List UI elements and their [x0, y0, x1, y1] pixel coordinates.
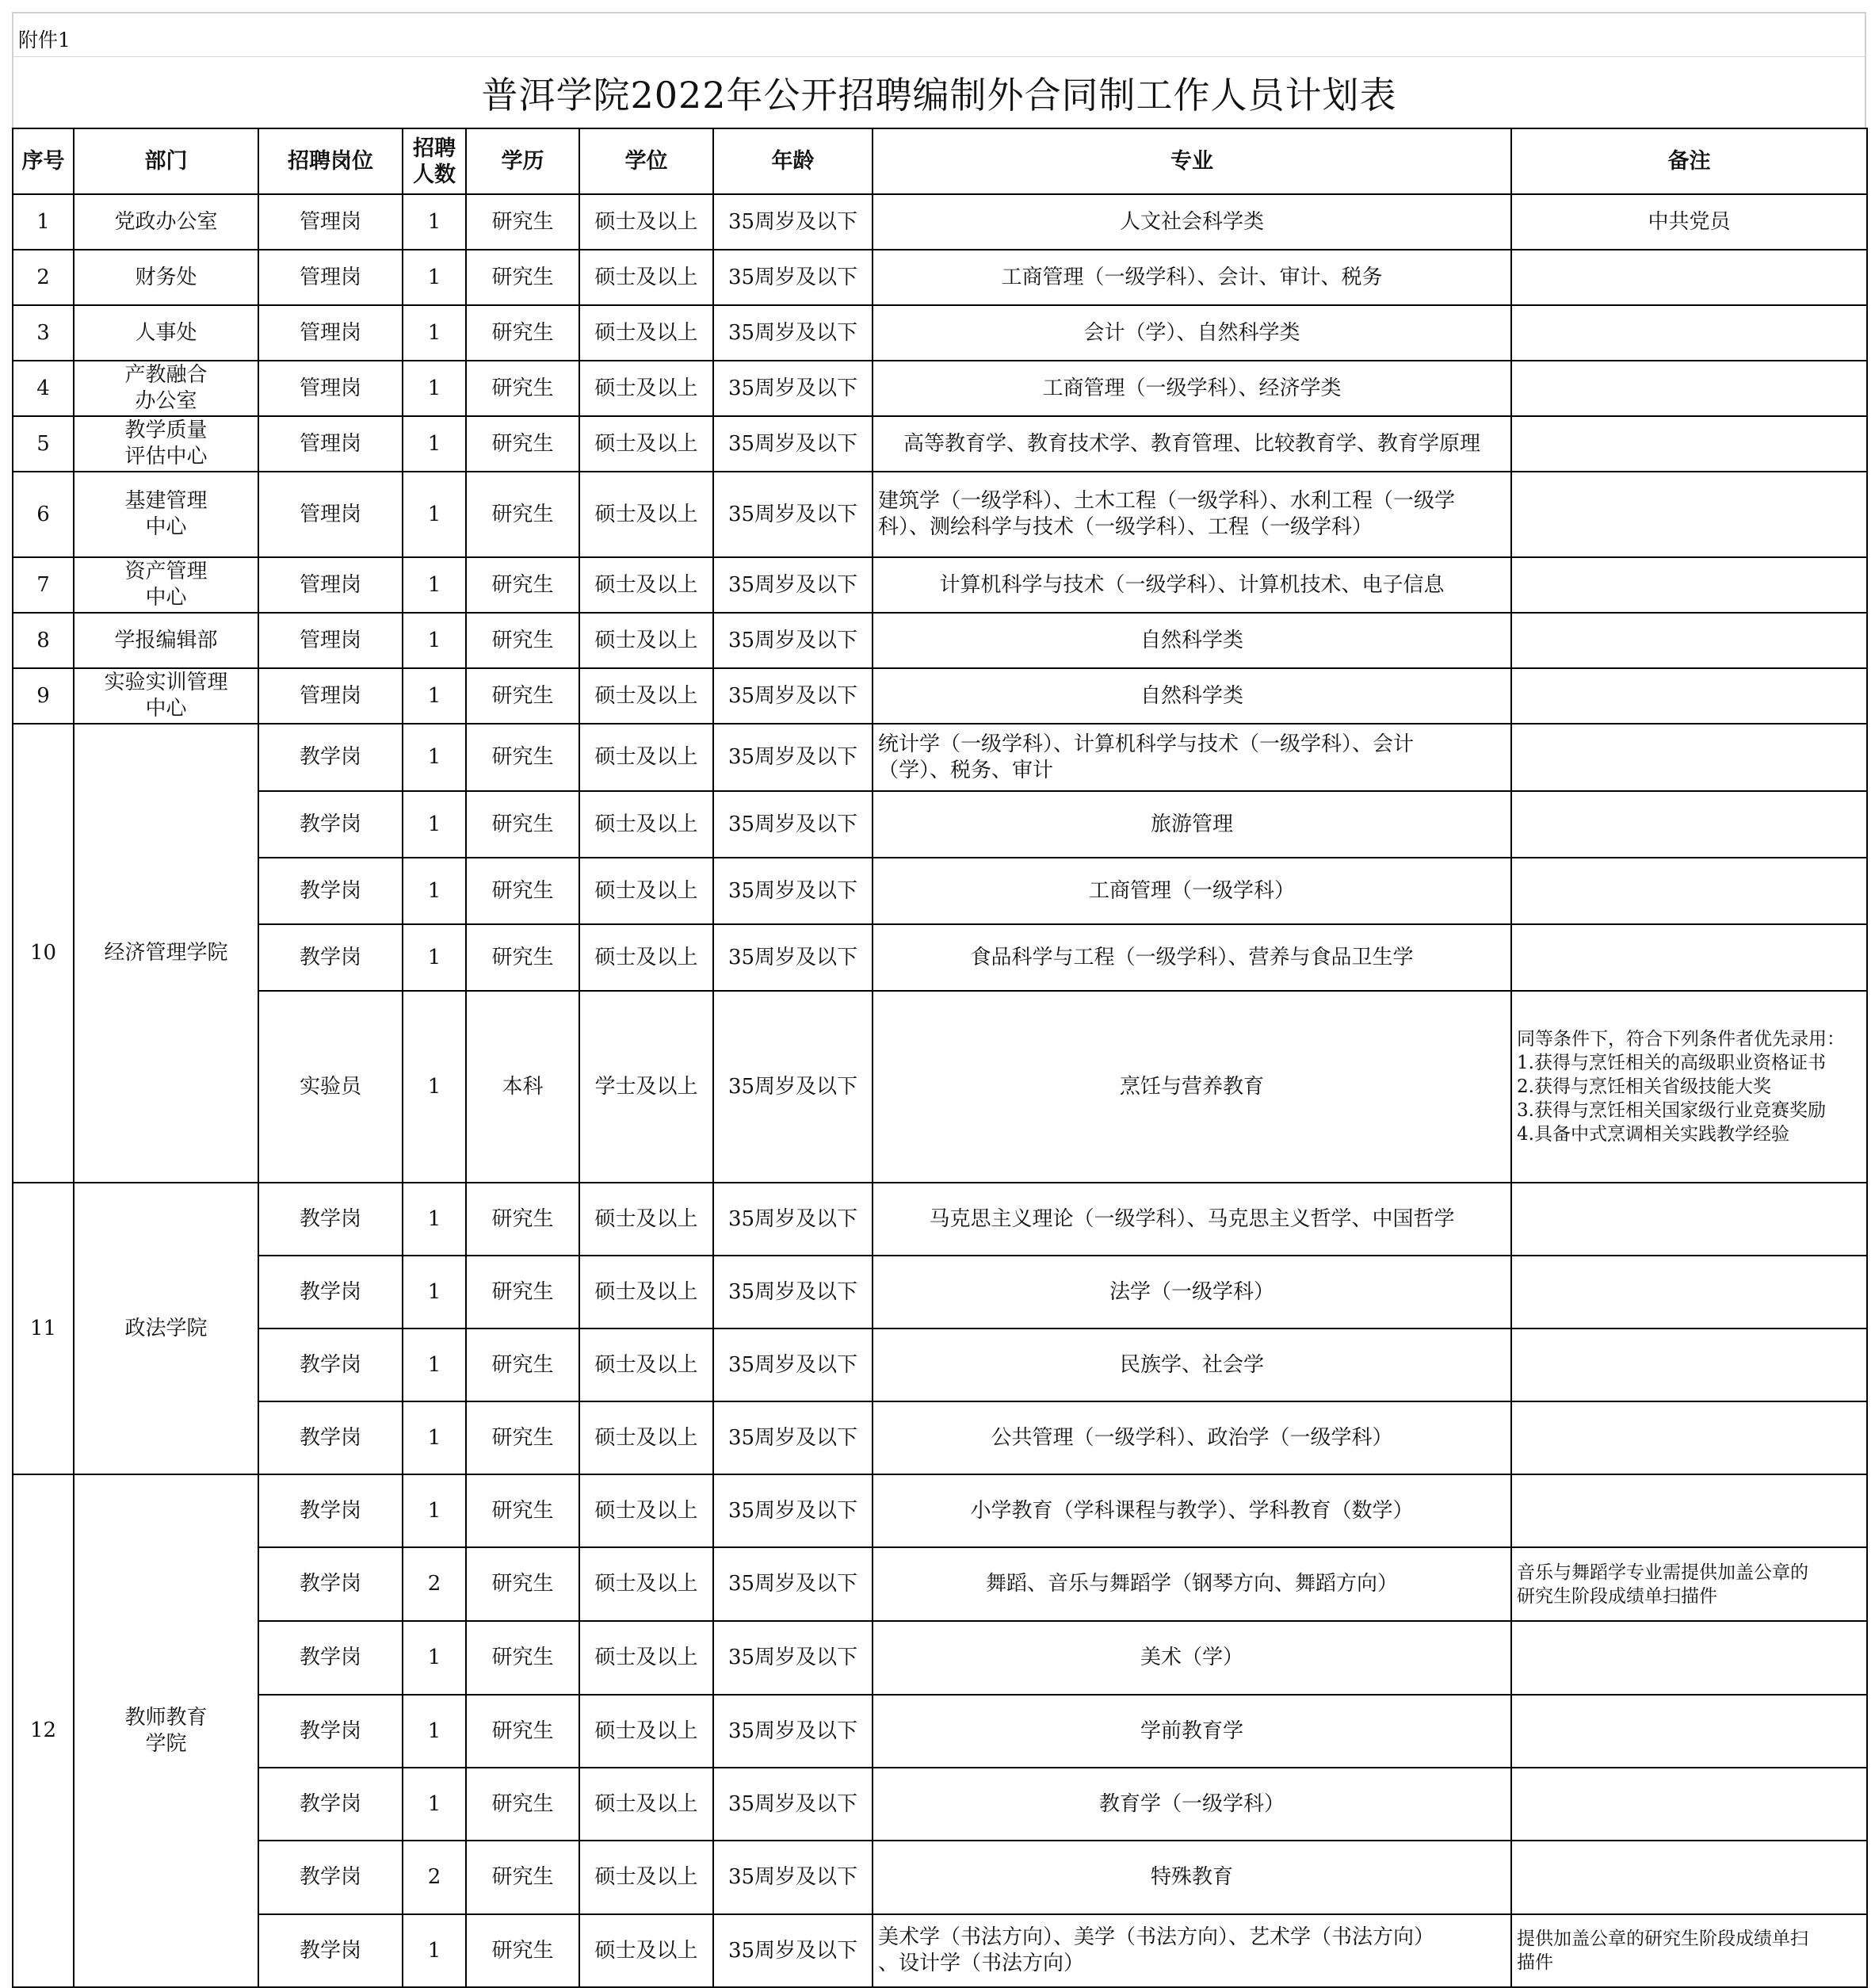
- post-cell: 管理岗: [258, 668, 403, 724]
- major-cell: [873, 305, 1511, 361]
- dept-cell-line1: 学报编辑部: [114, 628, 218, 652]
- count-cell: 1: [403, 416, 466, 472]
- count-cell: 2: [403, 1841, 466, 1914]
- degree-cell: 硕士及以上: [579, 1183, 713, 1256]
- remark-line: 4.具备中式烹调相关实践教学经验: [1517, 1124, 1789, 1145]
- major-cell: [873, 1621, 1511, 1695]
- age-cell: 35周岁及以下: [713, 305, 873, 361]
- dept-cell: [74, 416, 258, 472]
- major-cell-line1: 建筑学（一级学科）、土木工程（一级学科）、水利工程（一级学: [878, 489, 1456, 513]
- post-cell: 管理岗: [258, 472, 403, 557]
- major-cell-line1: 舞蹈、音乐与舞蹈学（钢琴方向、舞蹈方向）: [985, 1572, 1398, 1596]
- table-row: [13, 1474, 1867, 1547]
- major-cell: [873, 1841, 1511, 1914]
- major-cell-line1: 学前教育学: [1140, 1718, 1243, 1743]
- age-cell: 35周岁及以下: [713, 472, 873, 557]
- age-cell: 35周岁及以下: [713, 924, 873, 991]
- header-edu: 学历: [466, 128, 579, 194]
- table-row: [13, 791, 1867, 858]
- seq-cell: 11: [13, 1183, 74, 1474]
- remark-cell: [1511, 1621, 1867, 1695]
- post-cell: 教学岗: [258, 1329, 403, 1401]
- header-post: 招聘岗位: [258, 128, 403, 194]
- major-cell-line2: 、设计学（书法方向）: [878, 1952, 1085, 1975]
- edu-cell: 研究生: [466, 305, 579, 361]
- edu-cell: 研究生: [466, 416, 579, 472]
- edu-cell: 研究生: [466, 791, 579, 858]
- major-cell: [873, 1401, 1511, 1474]
- count-cell: 1: [403, 557, 466, 613]
- dept-cell-line1: 经济管理学院: [104, 941, 228, 965]
- edu-cell: 研究生: [466, 472, 579, 557]
- dept-cell: [74, 361, 258, 416]
- header-seq: 序号: [13, 128, 74, 194]
- edu-cell: 研究生: [466, 1695, 579, 1768]
- age-cell: 35周岁及以下: [713, 1401, 873, 1474]
- table-row: [13, 1183, 1867, 1256]
- major-cell: [873, 1329, 1511, 1401]
- dept-cell-line2: 中心: [145, 697, 187, 721]
- count-cell: 1: [403, 194, 466, 250]
- remark-cell: [1511, 1914, 1867, 1987]
- major-cell: [873, 250, 1511, 305]
- age-cell: 35周岁及以下: [713, 668, 873, 724]
- degree-cell: 硕士及以上: [579, 858, 713, 924]
- post-cell: 教学岗: [258, 724, 403, 791]
- count-cell: 1: [403, 1695, 466, 1768]
- degree-cell: 硕士及以上: [579, 250, 713, 305]
- count-cell: 1: [403, 1256, 466, 1329]
- remark-cell: [1511, 1183, 1867, 1256]
- title-row: [12, 56, 1866, 128]
- dept-cell-line1: 党政办公室: [114, 209, 218, 234]
- degree-cell: 硕士及以上: [579, 613, 713, 668]
- remark-cell: [1511, 613, 1867, 668]
- page-title: 普洱学院2022年公开招聘编制外合同制工作人员计划表: [481, 73, 1397, 117]
- count-cell: 1: [403, 472, 466, 557]
- seq-cell: 5: [13, 416, 74, 472]
- degree-cell: 硕士及以上: [579, 1474, 713, 1547]
- dept-cell-line2: 中心: [145, 515, 187, 539]
- post-cell: 教学岗: [258, 1768, 403, 1841]
- remark-line: 3.获得与烹饪相关国家级行业竞赛奖励: [1517, 1100, 1826, 1121]
- post-cell: 教学岗: [258, 1547, 403, 1621]
- table-row: [13, 668, 1867, 724]
- header-count: [403, 128, 466, 194]
- remark-line: 1.获得与烹饪相关的高级职业资格证书: [1517, 1053, 1826, 1073]
- dept-cell: [74, 613, 258, 668]
- major-cell: [873, 858, 1511, 924]
- degree-cell: 硕士及以上: [579, 924, 713, 991]
- major-cell: [873, 668, 1511, 724]
- table-row: [13, 613, 1867, 668]
- table-row: [13, 924, 1867, 991]
- major-cell: [873, 416, 1511, 472]
- degree-cell: 硕士及以上: [579, 1841, 713, 1914]
- dept-cell-line2: 办公室: [135, 389, 197, 413]
- dept-cell: [74, 305, 258, 361]
- seq-cell: 4: [13, 361, 74, 416]
- edu-cell: 研究生: [466, 1329, 579, 1401]
- table-row: [13, 472, 1867, 557]
- major-cell: [873, 924, 1511, 991]
- count-cell: 1: [403, 791, 466, 858]
- post-cell: 管理岗: [258, 613, 403, 668]
- degree-cell: 硕士及以上: [579, 1695, 713, 1768]
- post-cell: 实验员: [258, 991, 403, 1183]
- major-cell-line2: （学）、税务、审计: [878, 758, 1054, 782]
- major-cell: [873, 1547, 1511, 1621]
- post-cell: 教学岗: [258, 1621, 403, 1695]
- table-row: [13, 1914, 1867, 1987]
- post-cell: 教学岗: [258, 1695, 403, 1768]
- remark-line: 同等条件下，符合下列条件者优先录用：: [1517, 1029, 1845, 1049]
- remark-cell: [1511, 1474, 1867, 1547]
- post-cell: 教学岗: [258, 1401, 403, 1474]
- major-cell-line1: 自然科学类: [1140, 683, 1243, 708]
- remark-cell: [1511, 724, 1867, 791]
- major-cell: [873, 791, 1511, 858]
- count-cell: 1: [403, 1401, 466, 1474]
- remark-cell: [1511, 668, 1867, 724]
- major-cell: [873, 1183, 1511, 1256]
- age-cell: 35周岁及以下: [713, 1329, 873, 1401]
- edu-cell: 研究生: [466, 1183, 579, 1256]
- age-cell: 35周岁及以下: [713, 1841, 873, 1914]
- age-cell: 35周岁及以下: [713, 1914, 873, 1987]
- dept-cell: [74, 472, 258, 557]
- header-major: 专业: [873, 128, 1511, 194]
- edu-cell: 研究生: [466, 361, 579, 416]
- dept-cell-line1: 产教融合: [124, 363, 208, 387]
- dept-cell: [74, 1474, 258, 1987]
- degree-cell: 硕士及以上: [579, 194, 713, 250]
- table-row: [13, 194, 1867, 250]
- degree-cell: 硕士及以上: [579, 791, 713, 858]
- dept-cell: [74, 194, 258, 250]
- dept-cell: [74, 724, 258, 1183]
- table-row: [13, 361, 1867, 416]
- age-cell: 35周岁及以下: [713, 1474, 873, 1547]
- edu-cell: 研究生: [466, 1914, 579, 1987]
- major-cell-line1: 公共管理（一级学科）、政治学（一级学科）: [991, 1425, 1393, 1450]
- post-cell: 教学岗: [258, 1474, 403, 1547]
- dept-cell-line1: 教学质量: [124, 419, 208, 442]
- remark-cell: [1511, 791, 1867, 858]
- dept-cell-line1: 财务处: [135, 265, 197, 289]
- count-cell: 1: [403, 668, 466, 724]
- post-cell: 管理岗: [258, 250, 403, 305]
- major-cell-line1: 工商管理（一级学科）、会计、审计、税务: [1001, 265, 1383, 289]
- major-cell: [873, 1695, 1511, 1768]
- degree-cell: 硕士及以上: [579, 1329, 713, 1401]
- major-cell: [873, 361, 1511, 416]
- age-cell: 35周岁及以下: [713, 1183, 873, 1256]
- degree-cell: 硕士及以上: [579, 416, 713, 472]
- age-cell: 35周岁及以下: [713, 1695, 873, 1768]
- degree-cell: 硕士及以上: [579, 305, 713, 361]
- edu-cell: 研究生: [466, 1621, 579, 1695]
- count-cell: 1: [403, 1183, 466, 1256]
- edu-cell: 研究生: [466, 924, 579, 991]
- dept-cell-line1: 实验实训管理: [104, 671, 228, 694]
- table-row: [13, 416, 1867, 472]
- dept-cell-line2: 学院: [145, 1731, 187, 1756]
- degree-cell: 硕士及以上: [579, 724, 713, 791]
- major-cell-line1: 小学教育（学科课程与教学）、学科教育（数学）: [970, 1498, 1414, 1523]
- remark-cell: [1511, 1768, 1867, 1841]
- remark-cell: [1511, 1256, 1867, 1329]
- major-cell: [873, 991, 1511, 1183]
- table-row: [13, 1329, 1867, 1401]
- seq-cell: 8: [13, 613, 74, 668]
- edu-cell: 研究生: [466, 1401, 579, 1474]
- seq-cell: 3: [13, 305, 74, 361]
- count-cell: 1: [403, 1914, 466, 1987]
- table-row: [13, 1401, 1867, 1474]
- count-cell: 1: [403, 1621, 466, 1695]
- dept-cell-line1: 教师教育: [124, 1705, 208, 1730]
- seq-cell: 9: [13, 668, 74, 724]
- remark-cell: 中共党员: [1511, 194, 1867, 250]
- edu-cell: 研究生: [466, 1768, 579, 1841]
- remark-cell: [1511, 1547, 1867, 1621]
- post-cell: 管理岗: [258, 416, 403, 472]
- degree-cell: 硕士及以上: [579, 1401, 713, 1474]
- count-cell: 1: [403, 724, 466, 791]
- post-cell: 教学岗: [258, 924, 403, 991]
- seq-cell: 6: [13, 472, 74, 557]
- age-cell: 35周岁及以下: [713, 613, 873, 668]
- age-cell: 35周岁及以下: [713, 991, 873, 1183]
- spreadsheet: [12, 12, 1866, 1975]
- dept-cell: [74, 668, 258, 724]
- major-cell-line1: 自然科学类: [1140, 628, 1243, 652]
- dept-cell-line1: 资产管理: [124, 560, 208, 583]
- degree-cell: 硕士及以上: [579, 557, 713, 613]
- seq-cell: 10: [13, 724, 74, 1183]
- edu-cell: 研究生: [466, 724, 579, 791]
- remark-cell: [1511, 557, 1867, 613]
- header-dept: 部门: [74, 128, 258, 194]
- major-cell: [873, 613, 1511, 668]
- count-cell: 1: [403, 613, 466, 668]
- table-row: [13, 1256, 1867, 1329]
- remark-line: 2.获得与烹饪相关省级技能大奖: [1517, 1076, 1771, 1097]
- count-cell: 2: [403, 1547, 466, 1621]
- table-row: [13, 991, 1867, 1183]
- major-cell: [873, 724, 1511, 791]
- major-cell: [873, 1474, 1511, 1547]
- major-cell-line1: 民族学、社会学: [1119, 1352, 1264, 1377]
- post-cell: 教学岗: [258, 858, 403, 924]
- table-row: [13, 305, 1867, 361]
- major-cell: [873, 557, 1511, 613]
- post-cell: 管理岗: [258, 361, 403, 416]
- major-cell-line1: 人文社会科学类: [1119, 209, 1264, 234]
- dept-cell-line1: 基建管理: [124, 489, 208, 513]
- dept-cell-line1: 政法学院: [124, 1316, 208, 1340]
- remark-line: 提供加盖公章的研究生阶段成绩单扫: [1517, 1929, 1808, 1949]
- post-cell: 教学岗: [258, 1183, 403, 1256]
- header-count-line1: 招聘: [413, 136, 456, 161]
- major-cell-line1: 工商管理（一级学科）、经济学类: [1042, 376, 1342, 400]
- dept-cell-line2: 中心: [145, 586, 187, 610]
- count-cell: 1: [403, 361, 466, 416]
- edu-cell: 研究生: [466, 1256, 579, 1329]
- major-cell: [873, 1256, 1511, 1329]
- dept-cell: [74, 250, 258, 305]
- header-age: 年龄: [713, 128, 873, 194]
- dept-cell: [74, 557, 258, 613]
- edu-cell: 研究生: [466, 858, 579, 924]
- major-cell-line1: 法学（一级学科）: [1109, 1279, 1274, 1304]
- count-cell: 1: [403, 924, 466, 991]
- remark-cell: [1511, 1401, 1867, 1474]
- major-cell-line1: 会计（学）、自然科学类: [1083, 320, 1300, 345]
- seq-cell: 12: [13, 1474, 74, 1987]
- post-cell: 教学岗: [258, 1256, 403, 1329]
- edu-cell: 研究生: [466, 613, 579, 668]
- edu-cell: 研究生: [466, 250, 579, 305]
- recruitment-plan-table: [12, 128, 1868, 1988]
- age-cell: 35周岁及以下: [713, 1621, 873, 1695]
- remark-line: 描件: [1517, 1952, 1553, 1973]
- major-cell-line2: 科）、测绘科学与技术（一级学科）、工程（一级学科）: [878, 515, 1373, 539]
- major-cell-line1: 旅游管理: [1150, 812, 1233, 836]
- seq-cell: 2: [13, 250, 74, 305]
- remark-cell: [1511, 305, 1867, 361]
- header-remark: 备注: [1511, 128, 1867, 194]
- edu-cell: 研究生: [466, 1547, 579, 1621]
- dept-cell-line1: 人事处: [135, 320, 197, 345]
- remark-cell: [1511, 924, 1867, 991]
- remark-cell: [1511, 250, 1867, 305]
- remark-line: 音乐与舞蹈学专业需提供加盖公章的: [1517, 1562, 1808, 1583]
- age-cell: 35周岁及以下: [713, 194, 873, 250]
- post-cell: 管理岗: [258, 557, 403, 613]
- age-cell: 35周岁及以下: [713, 1768, 873, 1841]
- remark-cell: [1511, 472, 1867, 557]
- major-cell-line1: 特殊教育: [1150, 1865, 1233, 1889]
- header-degree: 学位: [579, 128, 713, 194]
- degree-cell: 硕士及以上: [579, 1621, 713, 1695]
- table-row: [13, 1841, 1867, 1914]
- table-row: [13, 724, 1867, 791]
- major-cell: [873, 1914, 1511, 1987]
- edu-cell: 本科: [466, 991, 579, 1183]
- table-row: [13, 1768, 1867, 1841]
- header-count-line2: 人数: [413, 162, 456, 187]
- header-row: [13, 128, 1867, 194]
- attachment-row: [12, 12, 1866, 56]
- age-cell: 35周岁及以下: [713, 724, 873, 791]
- age-cell: 35周岁及以下: [713, 557, 873, 613]
- table-row: [13, 250, 1867, 305]
- major-cell: [873, 472, 1511, 557]
- degree-cell: 硕士及以上: [579, 1547, 713, 1621]
- post-cell: 教学岗: [258, 1914, 403, 1987]
- major-cell-line1: 烹饪与营养教育: [1119, 1074, 1264, 1099]
- count-cell: 1: [403, 1474, 466, 1547]
- seq-cell: 7: [13, 557, 74, 613]
- age-cell: 35周岁及以下: [713, 1256, 873, 1329]
- remark-cell: [1511, 361, 1867, 416]
- major-cell-line1: 美术（学）: [1140, 1646, 1243, 1669]
- degree-cell: 学士及以上: [579, 991, 713, 1183]
- major-cell-line1: 马克思主义理论（一级学科）、马克思主义哲学、中国哲学: [929, 1206, 1455, 1231]
- age-cell: 35周岁及以下: [713, 858, 873, 924]
- edu-cell: 研究生: [466, 557, 579, 613]
- count-cell: 1: [403, 250, 466, 305]
- major-cell: [873, 1768, 1511, 1841]
- major-cell-line1: 食品科学与工程（一级学科）、营养与食品卫生学: [970, 945, 1414, 969]
- post-cell: 教学岗: [258, 1841, 403, 1914]
- table-row: [13, 1695, 1867, 1768]
- degree-cell: 硕士及以上: [579, 361, 713, 416]
- post-cell: 管理岗: [258, 305, 403, 361]
- remark-line: 研究生阶段成绩单扫描件: [1517, 1585, 1717, 1607]
- major-cell-line1: 教育学（一级学科）: [1098, 1791, 1285, 1816]
- degree-cell: 硕士及以上: [579, 472, 713, 557]
- count-cell: 1: [403, 1768, 466, 1841]
- count-cell: 1: [403, 991, 466, 1183]
- count-cell: 1: [403, 858, 466, 924]
- table-row: [13, 1547, 1867, 1621]
- major-cell-line1: 工商管理（一级学科）: [1088, 878, 1295, 903]
- degree-cell: 硕士及以上: [579, 1914, 713, 1987]
- dept-cell-line2: 评估中心: [124, 445, 208, 468]
- post-cell: 教学岗: [258, 791, 403, 858]
- remark-cell: [1511, 991, 1867, 1183]
- remark-cell: [1511, 416, 1867, 472]
- table-row: [13, 1621, 1867, 1695]
- major-cell-line1: 统计学（一级学科）、计算机科学与技术（一级学科）、会计: [878, 732, 1415, 756]
- seq-cell: 1: [13, 194, 74, 250]
- major-cell-line1: 高等教育学、教育技术学、教育管理、比较教育学、教育学原理: [903, 431, 1480, 456]
- table-body: [13, 194, 1867, 1987]
- edu-cell: 研究生: [466, 668, 579, 724]
- edu-cell: 研究生: [466, 1841, 579, 1914]
- age-cell: 35周岁及以下: [713, 791, 873, 858]
- degree-cell: 硕士及以上: [579, 1256, 713, 1329]
- age-cell: 35周岁及以下: [713, 361, 873, 416]
- table-row: [13, 557, 1867, 613]
- remark-cell: [1511, 1841, 1867, 1914]
- age-cell: 35周岁及以下: [713, 416, 873, 472]
- remark-cell: [1511, 858, 1867, 924]
- edu-cell: 研究生: [466, 194, 579, 250]
- remark-cell: [1511, 1695, 1867, 1768]
- count-cell: 1: [403, 305, 466, 361]
- age-cell: 35周岁及以下: [713, 250, 873, 305]
- count-cell: 1: [403, 1329, 466, 1401]
- age-cell: 35周岁及以下: [713, 1547, 873, 1621]
- edu-cell: 研究生: [466, 1474, 579, 1547]
- major-cell: [873, 194, 1511, 250]
- attachment-label: 附件1: [18, 29, 71, 52]
- post-cell: 管理岗: [258, 194, 403, 250]
- major-cell-line1: 计算机科学与技术（一级学科）、计算机技术、电子信息: [939, 572, 1445, 597]
- dept-cell: [74, 1183, 258, 1474]
- degree-cell: 硕士及以上: [579, 1768, 713, 1841]
- remark-cell: [1511, 1329, 1867, 1401]
- degree-cell: 硕士及以上: [579, 668, 713, 724]
- table-row: [13, 858, 1867, 924]
- major-cell-line1: 美术学（书法方向）、美学（书法方向）、艺术学（书法方向）: [878, 1925, 1435, 1949]
